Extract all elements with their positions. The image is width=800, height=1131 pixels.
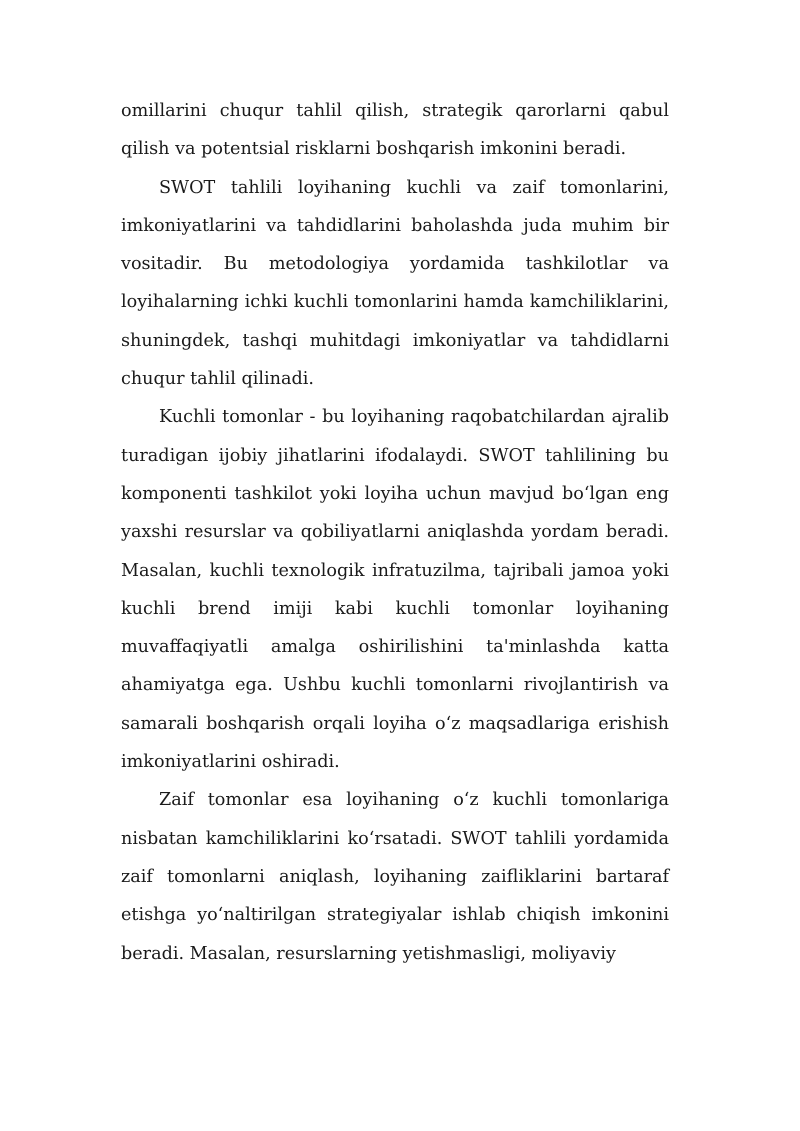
- document-page: [121, 92, 669, 973]
- paragraph-continuation: omillarini chuqur tahlil qilish, strategik qarorlarni qabul qilish va potentsial risklarni boshqarish imkonini beradi.: [121, 101, 669, 160]
- paragraph-weaknesses: Zaif tomonlar esa loyihaning o‘z kuchli tomonlariga nisbatan kamchiliklarini ko‘rsatadi. SWOT tahlili yordamida zaif tomonlarni aniqlash, loyihaning zaifliklarini bartaraf etishga yo‘naltirilgan strategiyalar ishlab chiqish imkonini beradi. Masalan, resurslarning yetishmasligi, moliyaviy: [121, 790, 669, 964]
- paragraph-swot-intro: SWOT tahlili loyihaning kuchli va zaif tomonlarini, imkoniyatlarini va tahdidlarini baholashda juda muhim bir vositadir. Bu metodologiya yordamida tashkilotlar va loyihalarning ichki kuchli tomonlarini hamda kamchiliklarini, shuningdek, tashqi muhitdagi imkoniyatlar va tahdidlarni chuqur tahlil qilinadi.: [121, 177, 669, 390]
- paragraph-strengths: Kuchli tomonlar - bu loyihaning raqobatchilardan ajralib turadigan ijobiy jihatlarini ifodalaydi. SWOT tahlilining bu komponenti tashkilot yoki loyiha uchun mavjud bo‘lgan eng yaxshi resurslar va qobiliyatlarni aniqlashda yordam beradi. Masalan, kuchli texnologik infratuzilma, tajribali jamoa yoki kuchli brend imiji kabi kuchli tomonlar loyihaning muvaffaqiyatli amalga oshirilishini ta'minlashda katta ahamiyatga ega. Ushbu kuchli tomonlarni rivojlantirish va samarali boshqarish orqali loyiha o‘z maqsadlariga erishish imkoniyatlarini oshiradi.: [121, 407, 669, 773]
